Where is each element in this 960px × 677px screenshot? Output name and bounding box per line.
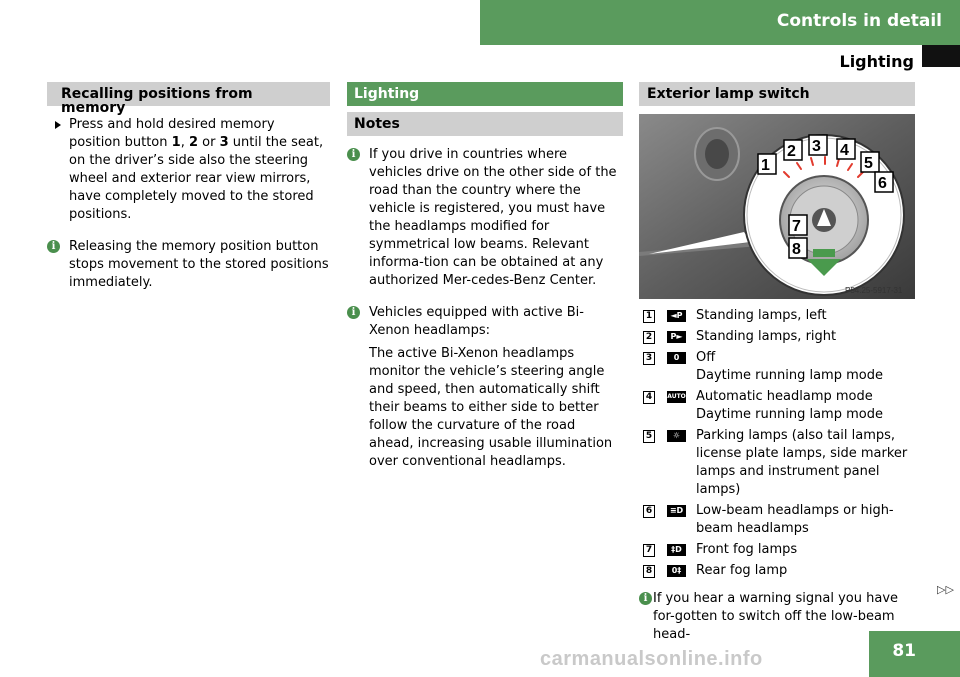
lighting-heading: Lighting [347, 82, 623, 106]
legend-number: 3 [643, 352, 655, 365]
memory-info-text: Releasing the memory position button stops movement to the stored positions immediately. [69, 239, 329, 290]
legend-item [639, 562, 915, 580]
image-code: P54.25-5917-31 [845, 286, 903, 295]
notes-info-2-title: Vehicles equipped with active Bi-Xenon headlamps: [369, 305, 584, 338]
legend-number: 6 [643, 505, 655, 518]
legend-text: Low-beam headlamps or high-beam headlamps [696, 503, 894, 536]
legend-text: Parking lamps (also tail lamps, license plate lamps, side marker lamps and instrument panel lamps) [696, 428, 908, 497]
rear-fog-lamp-icon: 0‡ [667, 565, 686, 577]
info-icon: i [639, 592, 652, 605]
callout-1: 1 [761, 157, 770, 174]
legend-number: 5 [643, 430, 655, 443]
column-lighting [347, 82, 623, 471]
auto-headlamp-icon: AUTO [667, 391, 686, 403]
notes-info-2-body-text: The active Bi-Xenon headlamps monitor the vehicle’s steering angle and speed, then automatically shift their beams to either side to better follow the curvature of the road ahead, increasing usable illumination over conventional headlamps. [369, 346, 613, 469]
page-number-box [869, 631, 960, 677]
continue-arrows-icon: ▷▷ [937, 583, 954, 596]
info-icon: i [347, 306, 360, 319]
off-icon: 0 [667, 352, 686, 364]
standing-lamp-right-icon: P► [667, 331, 686, 343]
legend-item [639, 427, 915, 499]
notes-heading: Notes [347, 112, 623, 136]
callout-2: 2 [787, 143, 796, 160]
legend-text: Standing lamps, left [696, 308, 827, 323]
section-marker [922, 45, 960, 67]
callout-6: 6 [878, 175, 887, 192]
legend-number: 8 [643, 565, 655, 578]
lamp-switch-photo [639, 114, 915, 299]
legend-number: 1 [643, 310, 655, 323]
warning-info-text: If you hear a warning signal you have for-gotten to switch off the low-beam head- [653, 591, 899, 642]
legend-item [639, 349, 915, 385]
legend-text: Off Daytime running lamp mode [696, 350, 883, 383]
parking-lamp-icon: ☼ [667, 430, 686, 442]
page-number: 81 [892, 641, 916, 661]
memory-bullet [47, 116, 330, 224]
column-exterior-lamp [639, 82, 915, 644]
memory-heading: Recalling positions from memory [47, 82, 330, 106]
standing-lamp-left-icon: ◄P [667, 310, 686, 322]
info-icon: i [47, 240, 60, 253]
front-fog-lamp-icon: ‡D [667, 544, 686, 556]
notes-info-2-body [347, 345, 623, 471]
legend-number: 2 [643, 331, 655, 344]
chapter-header-bar [480, 0, 960, 45]
bullet-arrow-icon [55, 121, 61, 129]
callout-4: 4 [840, 142, 849, 159]
legend-number: 4 [643, 391, 655, 404]
callout-5: 5 [864, 155, 873, 172]
notes-info-2 [347, 304, 623, 340]
legend-item [639, 388, 915, 424]
callout-3: 3 [812, 138, 821, 155]
watermark: carmanualsonline.info [540, 648, 763, 670]
legend-text: Automatic headlamp mode Daytime running lamp mode [696, 389, 883, 422]
legend-item [639, 541, 915, 559]
legend-item [639, 307, 915, 325]
legend-item [639, 502, 915, 538]
chapter-title: Controls in detail [776, 11, 942, 31]
exterior-lamp-heading: Exterior lamp switch [639, 82, 915, 106]
callout-7: 7 [792, 218, 801, 235]
legend-text: Front fog lamps [696, 542, 798, 557]
column-memory [47, 82, 330, 292]
legend-item [639, 328, 915, 346]
low-beam-icon: ≡D [667, 505, 686, 517]
memory-bullet-text: Press and hold desired memory position button 1, 2 or 3 until the seat, on the driver’s side also the steering wheel and exterior rear view mirrors, have completely moved to the stored positions. [69, 117, 324, 222]
legend-text: Rear fog lamp [696, 563, 788, 578]
callout-8: 8 [792, 241, 801, 258]
lamp-switch-illustration [639, 114, 915, 299]
section-title: Lighting [839, 52, 914, 71]
notes-info-1 [347, 146, 623, 290]
lamp-legend [639, 307, 915, 580]
memory-info [47, 238, 330, 292]
legend-number: 7 [643, 544, 655, 557]
notes-info-1-text: If you drive in countries where vehicles drive on the other side of the road than the country where the vehicle is registered, you must have the headlamps modified for symmetrical low beams. Relevant informa-tion can be obtained at any authorized Mer-cedes-Benz Center. [369, 147, 617, 288]
legend-text: Standing lamps, right [696, 329, 837, 344]
info-icon: i [347, 148, 360, 161]
